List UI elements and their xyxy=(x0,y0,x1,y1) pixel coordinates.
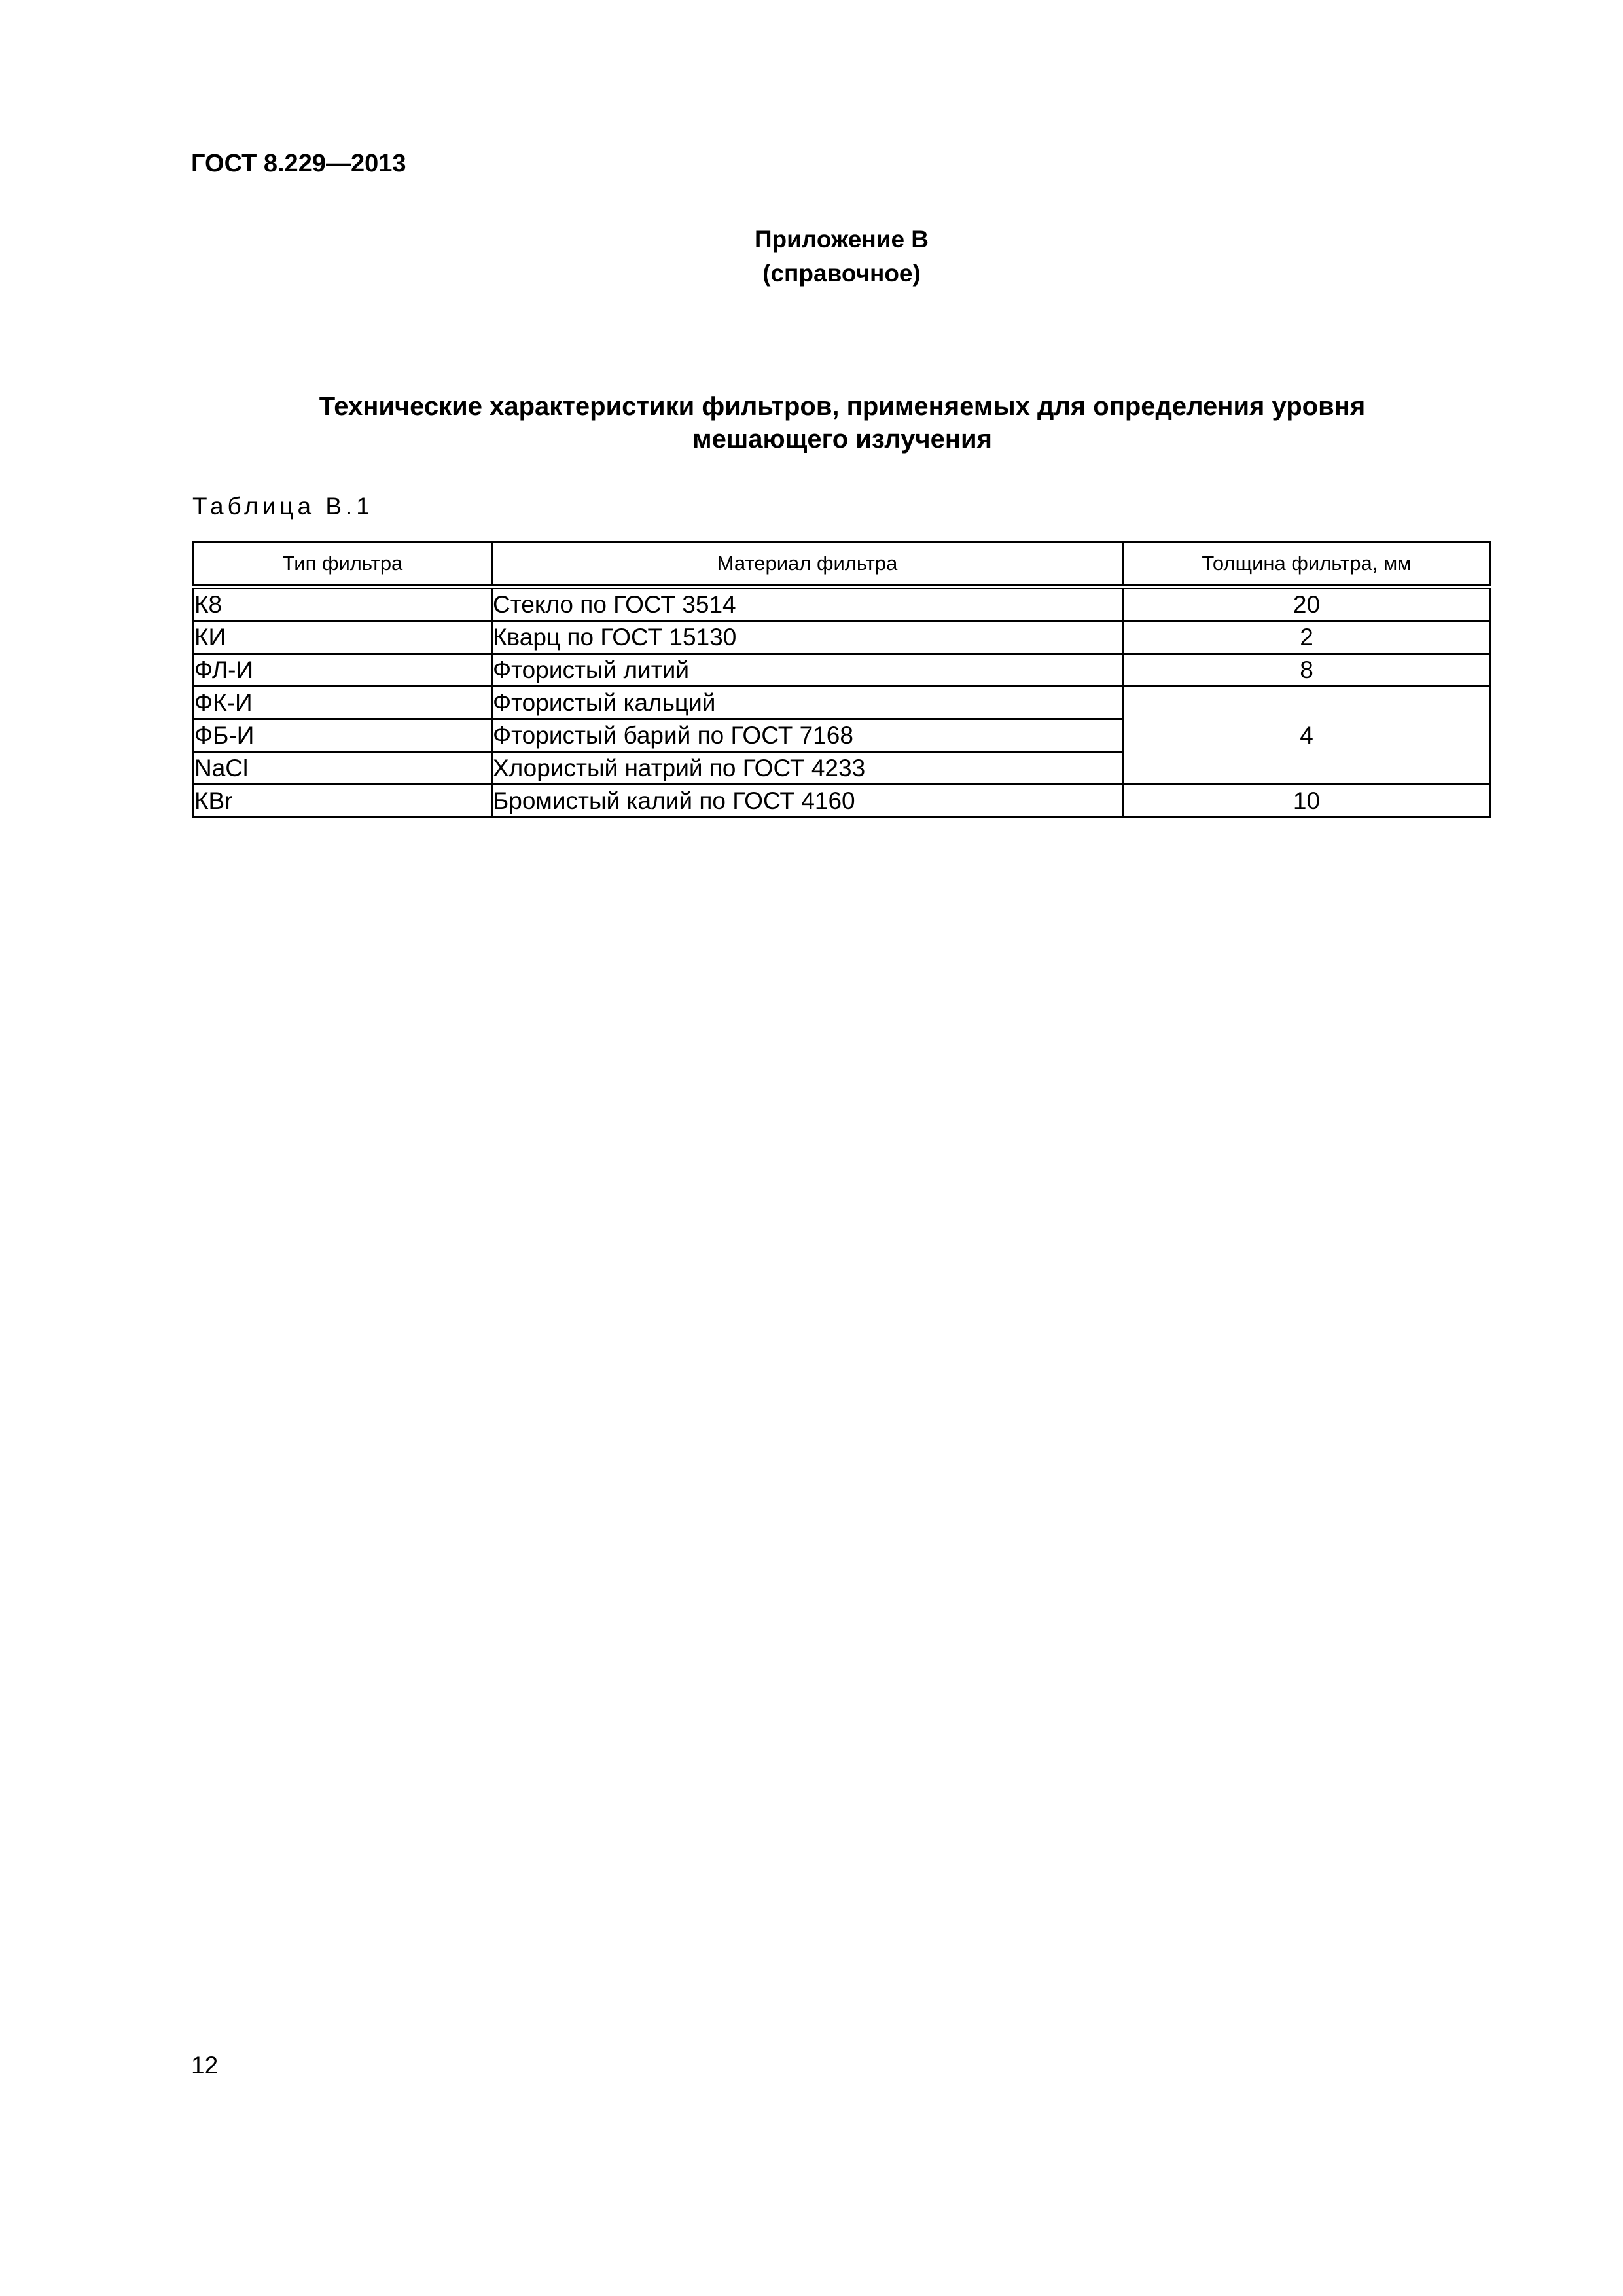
table-row xyxy=(194,785,1491,817)
filter-type-cell: К8 xyxy=(194,587,492,621)
filter-thickness-merged-cell: 4 xyxy=(1123,687,1491,785)
filter-thickness-cell: 10 xyxy=(1123,785,1491,817)
filter-thickness-cell: 20 xyxy=(1123,587,1491,621)
filter-material-cell: Фтористый барий по ГОСТ 7168 xyxy=(492,719,1123,752)
column-header-filter-thickness: Толщина фильтра, мм xyxy=(1123,542,1491,587)
page-number: 12 xyxy=(191,2052,219,2079)
appendix-title: Приложение В xyxy=(754,226,929,253)
standard-code: ГОСТ 8.229—2013 xyxy=(191,150,406,177)
filter-type-cell: ФЛ-И xyxy=(194,654,492,687)
filter-material-cell: Фтористый литий xyxy=(492,654,1123,687)
filter-material-cell: Кварц по ГОСТ 15130 xyxy=(492,621,1123,654)
table-header-row xyxy=(194,542,1491,587)
document-title-line-2: мешающего излучения xyxy=(692,425,992,454)
table-row xyxy=(194,587,1491,621)
filter-type-cell: ФК-И xyxy=(194,687,492,719)
column-header-filter-type: Тип фильтра xyxy=(194,542,492,587)
filter-type-cell: КИ xyxy=(194,621,492,654)
filter-material-cell: Бромистый калий по ГОСТ 4160 xyxy=(492,785,1123,817)
filter-characteristics-table xyxy=(192,541,1491,818)
column-header-filter-material: Материал фильтра xyxy=(492,542,1123,587)
appendix-heading xyxy=(0,223,1623,291)
filter-type-cell: КВr xyxy=(194,785,492,817)
filter-type-cell: ФБ-И xyxy=(194,719,492,752)
table-caption: Таблица В.1 xyxy=(192,493,374,520)
filter-material-cell: Фтористый кальций xyxy=(492,687,1123,719)
table-row xyxy=(194,654,1491,687)
filter-thickness-cell: 2 xyxy=(1123,621,1491,654)
filter-type-cell: NaCl xyxy=(194,752,492,785)
table-row xyxy=(194,687,1491,719)
filter-thickness-cell: 8 xyxy=(1123,654,1491,687)
document-title xyxy=(191,390,1493,456)
filter-material-cell: Стекло по ГОСТ 3514 xyxy=(492,587,1123,621)
document-title-line-1: Технические характеристики фильтров, применяемых для определения уровня xyxy=(319,392,1366,421)
appendix-type: (справочное) xyxy=(762,260,921,287)
table-row xyxy=(194,621,1491,654)
filter-material-cell: Хлористый натрий по ГОСТ 4233 xyxy=(492,752,1123,785)
